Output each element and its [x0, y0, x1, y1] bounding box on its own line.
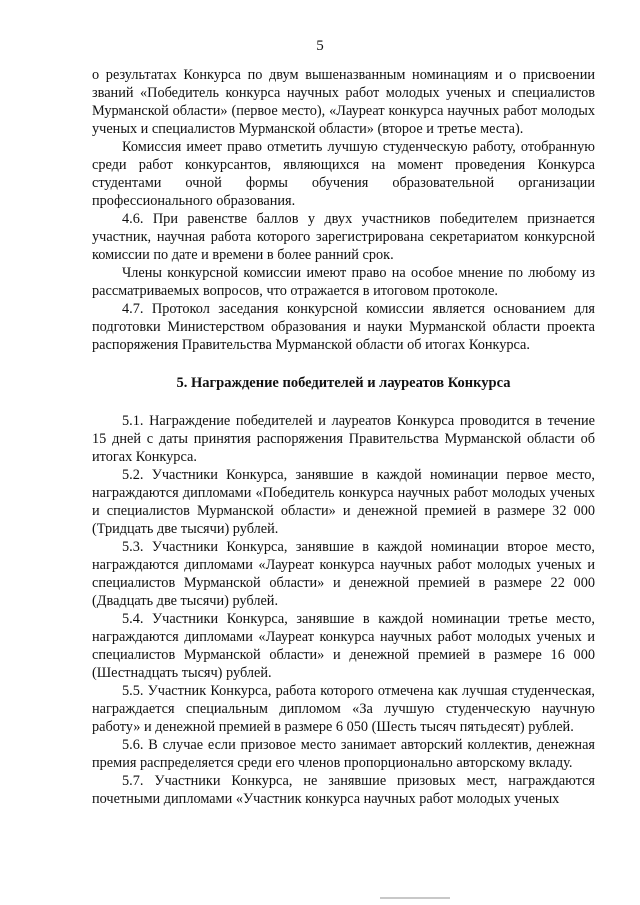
- paragraph: Члены конкурсной комиссии имеют право на особое мнение по любому из рассматриваемых вопросов, что отражается в итоговом протоколе.: [92, 265, 595, 299]
- paragraph: о результатах Конкурса по двум вышеназванным номинациям и о присвоении званий «Победитель конкурса научных работ молодых ученых и специалистов Мурманской области» (первое место), «Лауреат конкурса научных работ молодых ученых и специалистов Мурманской области» (второе и третье места).: [92, 67, 595, 137]
- paragraph: 5.4. Участники Конкурса, занявшие в каждой номинации третье место, награждаются дипломами «Лауреат конкурса научных работ молодых ученых и специалистов Мурманской области» и денежной премией в размере 16 000 (Шестнадцать тысяч) рублей.: [92, 611, 595, 681]
- section-heading: 5. Награждение победителей и лауреатов Конкурса: [176, 375, 511, 391]
- paragraph: Комиссия имеет право отметить лучшую студенческую работу, отобранную среди работ конкурсантов, являющихся на момент проведения Конкурса студентами очной формы обучения образовательной организации профессионального образования.: [92, 139, 595, 209]
- paragraph: 5.7. Участники Конкурса, не занявшие призовых мест, награждаются почетными дипломами «Участник конкурса научных работ молодых ученых: [92, 773, 595, 807]
- paragraph: 5.1. Награждение победителей и лауреатов Конкурса проводится в течение 15 дней с даты принятия распоряжения Правительства Мурманской области об итогах Конкурса.: [92, 413, 595, 465]
- paragraph: 5.3. Участники Конкурса, занявшие в каждой номинации второе место, награждаются дипломами «Лауреат конкурса научных работ молодых ученых и специалистов Мурманской области» и денежной премией в размере 22 000 (Двадцать две тысячи) рублей.: [92, 539, 595, 609]
- paragraph: 5.5. Участник Конкурса, работа которого отмечена как лучшая студенческая, награждается специальным дипломом «За лучшую студенческую научную работу» и денежной премией в размере 6 050 (Шесть тысяч пятьдесят) рублей.: [92, 683, 595, 735]
- paragraph: 4.7. Протокол заседания конкурсной комиссии является основанием для подготовки Министерством образования и науки Мурманской области проекта распоряжения Правительства Мурманской области об итогах Конкурса.: [92, 301, 595, 353]
- page-number: 5: [316, 38, 324, 54]
- paragraph: 5.6. В случае если призовое место занимает авторский коллектив, денежная премия распределяется среди его членов пропорционально авторскому вкладу.: [92, 737, 595, 771]
- scan-artifact: [380, 897, 450, 899]
- paragraph: 4.6. При равенстве баллов у двух участников победителем признается участник, научная работа которого зарегистрирована секретариатом конкурсной комиссии по дате и времени в более ранний срок.: [92, 211, 595, 263]
- document-body: [92, 66, 595, 808]
- paragraph: 5.2. Участники Конкурса, занявшие в каждой номинации первое место, награждаются дипломами «Победитель конкурса научных работ молодых ученых и специалистов Мурманской области» и денежной премией в размере 32 000 (Тридцать две тысячи) рублей.: [92, 467, 595, 537]
